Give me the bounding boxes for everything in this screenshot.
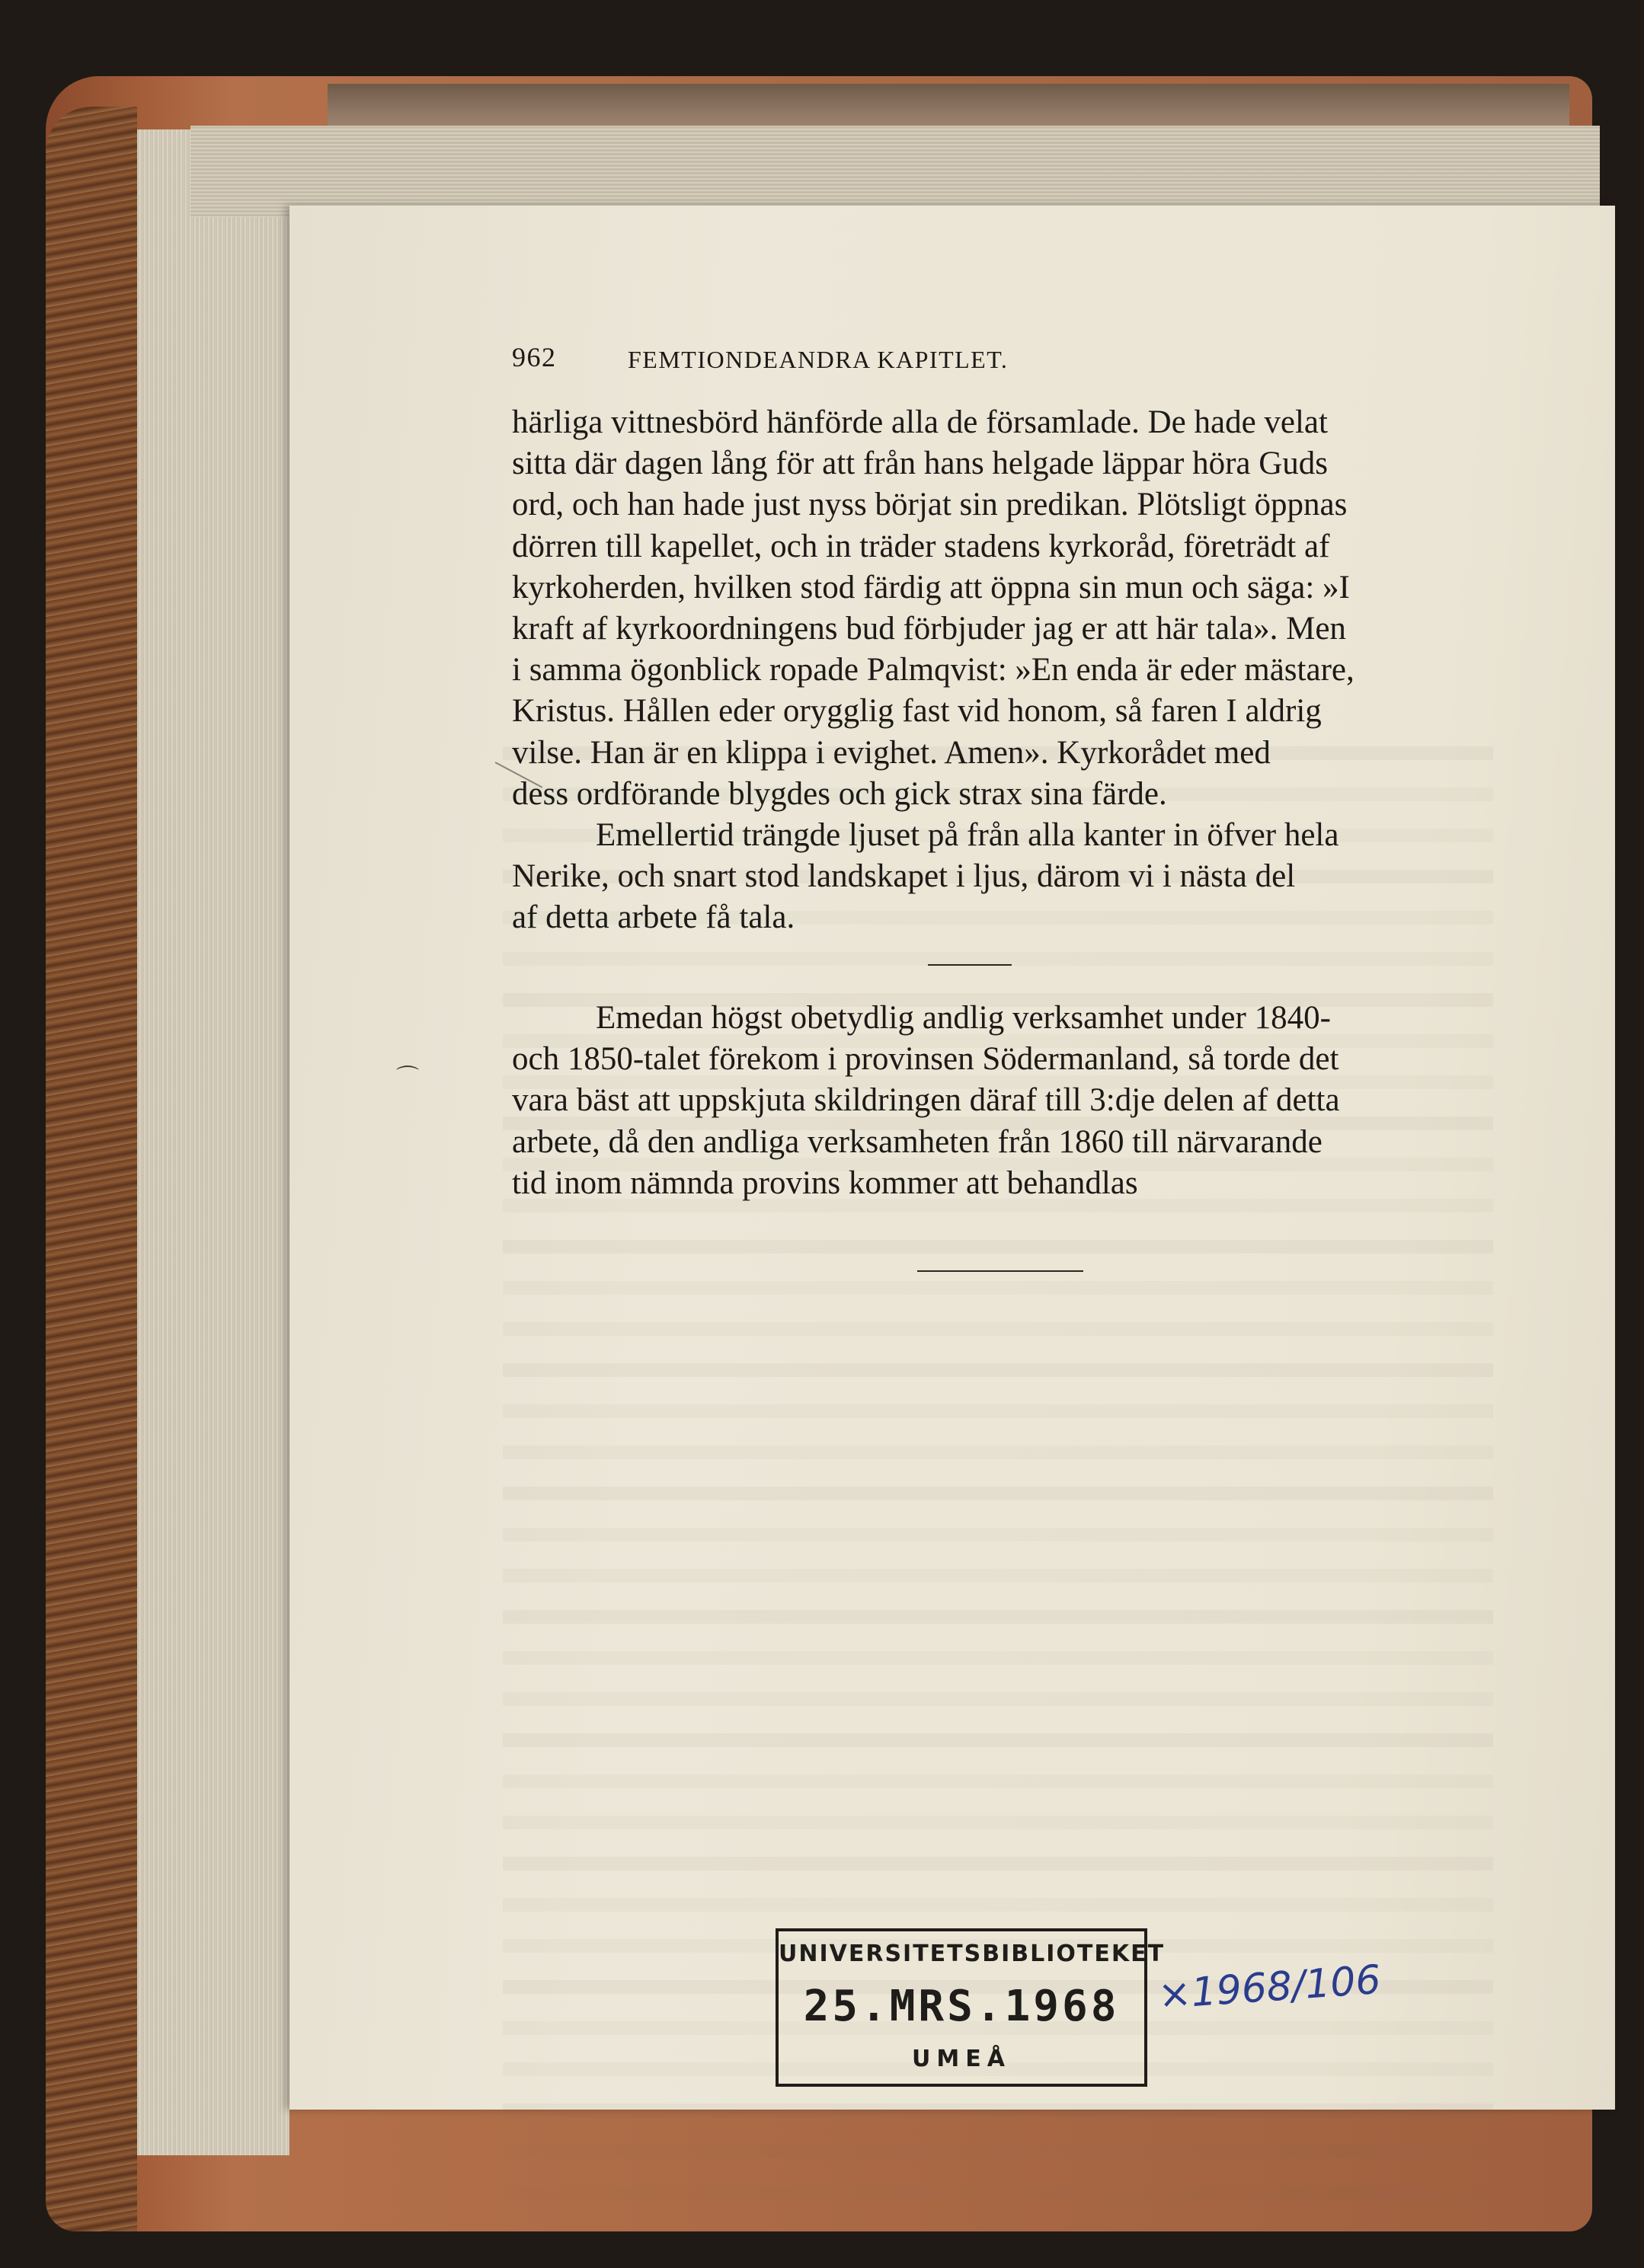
page-block-edges xyxy=(137,129,289,2155)
page-number: 962 xyxy=(512,342,557,372)
bleed-through-line xyxy=(503,1898,1493,1912)
text-line: härliga vittnesbörd hänförde alla de församlade. De hade velat xyxy=(512,404,1328,440)
page-block-top-edges xyxy=(190,126,1600,217)
bleed-through-line xyxy=(503,1610,1493,1624)
paragraph-2 xyxy=(512,815,1501,939)
text-line: sitta där dagen lång för att från hans helgade läppar höra Guds xyxy=(512,446,1329,482)
text-line: och 1850-talet förekom i provinsen Södermanland, så torde det xyxy=(512,1041,1339,1078)
bleed-through-line xyxy=(503,1445,1493,1459)
bleed-through-line xyxy=(503,1692,1493,1706)
paragraph-3 xyxy=(512,998,1501,1204)
page-header xyxy=(512,341,1274,387)
text-line: dörren till kapellet, och in träder stadens kyrkoråd, företrädt af xyxy=(512,528,1330,564)
book-spine xyxy=(46,107,137,2231)
text-line: Emedan högst obetydlig andlig verksamhet under 1840- xyxy=(596,1000,1331,1036)
end-rule xyxy=(917,1270,1083,1272)
section-divider xyxy=(928,964,1012,966)
bleed-through-line xyxy=(503,1404,1493,1418)
bleed-through-line xyxy=(503,1651,1493,1665)
text-line: dess ordförande blygdes och gick strax sina färde. xyxy=(512,775,1167,812)
bleed-through-line xyxy=(503,1528,1493,1541)
text-line: arbete, då den andliga verksamheten från 1860 till närvarande xyxy=(512,1123,1323,1160)
running-head: FEMTIONDEANDRA KAPITLET. xyxy=(628,346,1009,373)
text-line: ord, och han hade just nyss börjat sin predikan. Plötsligt öppnas xyxy=(512,487,1348,523)
text-line: af detta arbete få tala. xyxy=(512,899,795,936)
bleed-through-line xyxy=(503,2103,1493,2117)
text-line: Emellertid trängde ljuset på från alla kanter in öfver hela xyxy=(596,817,1339,853)
paragraph-1 xyxy=(512,402,1501,815)
text-line: Nerike, och snart stod landskapet i ljus, därom vi i nästa del xyxy=(512,858,1296,895)
stamp-date: 25.MRS.1968 xyxy=(803,1982,1120,2031)
bleed-through-line xyxy=(503,1322,1493,1336)
text-line: kyrkoherden, hvilken stod färdig att öppna sin mun och säga: »I xyxy=(512,569,1350,605)
bleed-through-line xyxy=(503,1281,1493,1295)
text-line: i samma ögonblick ropade Palmqvist: »En enda är eder mästare, xyxy=(512,652,1355,688)
bleed-through-line xyxy=(503,2186,1493,2199)
text-line: tid inom nämnda provins kommer att behandlas xyxy=(512,1164,1138,1201)
text-line: Kristus. Hållen eder orygglig fast vid honom, så faren I aldrig xyxy=(512,693,1322,730)
bleed-through-line xyxy=(503,1816,1493,1829)
text-line: kraft af kyrkoordningens bud förbjuder jag er att här tala». Men xyxy=(512,611,1346,647)
bleed-through-line xyxy=(503,2145,1493,2158)
bleed-through-line xyxy=(503,1774,1493,1788)
bleed-through-line xyxy=(503,1733,1493,1747)
text-line: vara bäst att uppskjuta skildringen däraf till 3:dje delen af detta xyxy=(512,1082,1340,1119)
stamp-library-name: UNIVERSITETSBIBLIOTEKET xyxy=(779,1941,1166,1967)
bleed-through-line xyxy=(503,1240,1493,1254)
library-stamp xyxy=(776,1928,1166,2087)
text-line: vilse. Han är en klippa i evighet. Amen». Kyrkorådet med xyxy=(512,734,1271,771)
margin-mark: ⌒ xyxy=(396,1065,419,1091)
stamp-place: UMEÅ xyxy=(912,2046,1011,2072)
accession-number: ×1968/106 xyxy=(1156,1957,1383,2019)
bleed-through-line xyxy=(503,1857,1493,1870)
bleed-through-line xyxy=(503,1363,1493,1377)
bleed-through-line xyxy=(503,1487,1493,1500)
bleed-through-line xyxy=(503,1569,1493,1583)
